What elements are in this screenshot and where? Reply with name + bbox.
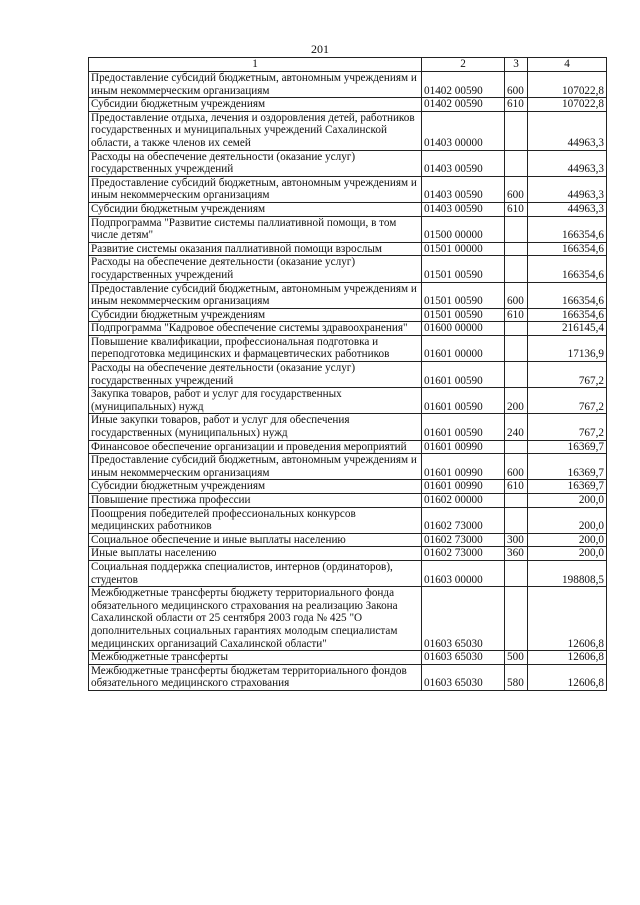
row-name: Поощрения победителей профессиональных конкурсов медицинских работников (89, 507, 422, 533)
row-amount: 17136,9 (528, 335, 607, 361)
row-name: Социальное обеспечение и иные выплаты населению (89, 533, 422, 547)
table-row (89, 111, 607, 150)
row-code: 01602 00000 (422, 494, 505, 508)
row-code: 01501 00590 (422, 282, 505, 308)
table-row (89, 362, 607, 388)
table-row (89, 150, 607, 176)
column-header-3: 3 (505, 58, 528, 72)
row-name: Расходы на обеспечение деятельности (оказание услуг) государственных учреждений (89, 150, 422, 176)
table-row (89, 202, 607, 216)
row-name: Субсидии бюджетным учреждениям (89, 202, 422, 216)
table-row (89, 335, 607, 361)
row-amount: 44963,3 (528, 202, 607, 216)
table-row (89, 507, 607, 533)
row-code: 01402 00590 (422, 72, 505, 98)
row-name: Финансовое обеспечение организации и проведения мероприятий (89, 440, 422, 454)
table-row (89, 216, 607, 242)
table-row (89, 388, 607, 414)
row-code: 01603 65030 (422, 664, 505, 690)
row-code: 01403 00590 (422, 202, 505, 216)
row-amount: 107022,8 (528, 98, 607, 112)
table-row (89, 560, 607, 586)
table-row (89, 547, 607, 561)
table-row (89, 98, 607, 112)
row-type: 610 (505, 202, 528, 216)
table-row (89, 664, 607, 690)
table-row (89, 256, 607, 282)
budget-table (88, 57, 607, 691)
row-type (505, 335, 528, 361)
table-header-row (89, 58, 607, 72)
row-amount: 200,0 (528, 507, 607, 533)
table-row (89, 440, 607, 454)
row-type: 600 (505, 282, 528, 308)
row-amount: 12606,8 (528, 651, 607, 665)
row-name: Субсидии бюджетным учреждениям (89, 98, 422, 112)
row-code: 01602 73000 (422, 533, 505, 547)
table-row (89, 176, 607, 202)
row-type (505, 242, 528, 256)
row-code: 01403 00590 (422, 150, 505, 176)
row-type: 610 (505, 98, 528, 112)
row-code: 01601 00000 (422, 335, 505, 361)
row-type: 500 (505, 651, 528, 665)
row-type (505, 587, 528, 651)
row-amount: 200,0 (528, 533, 607, 547)
row-name: Расходы на обеспечение деятельности (оказание услуг) государственных учреждений (89, 362, 422, 388)
row-type: 360 (505, 547, 528, 561)
row-name: Субсидии бюджетным учреждениям (89, 480, 422, 494)
row-type: 300 (505, 533, 528, 547)
table-row (89, 454, 607, 480)
row-type (505, 150, 528, 176)
row-amount: 44963,3 (528, 150, 607, 176)
row-type: 240 (505, 414, 528, 440)
row-amount: 166354,6 (528, 216, 607, 242)
row-amount: 216145,4 (528, 322, 607, 336)
row-amount: 16369,7 (528, 454, 607, 480)
row-code: 01601 00590 (422, 362, 505, 388)
row-amount: 12606,8 (528, 587, 607, 651)
row-code: 01600 00000 (422, 322, 505, 336)
row-code: 01603 65030 (422, 587, 505, 651)
table-row (89, 533, 607, 547)
row-type (505, 507, 528, 533)
row-type: 610 (505, 480, 528, 494)
row-code: 01501 00000 (422, 242, 505, 256)
row-code: 01601 00590 (422, 388, 505, 414)
row-amount: 200,0 (528, 494, 607, 508)
row-type (505, 111, 528, 150)
row-amount: 107022,8 (528, 72, 607, 98)
row-code: 01603 00000 (422, 560, 505, 586)
row-name: Расходы на обеспечение деятельности (оказание услуг) государственных учреждений (89, 256, 422, 282)
row-name: Подпрограмма "Развитие системы паллиативной помощи, в том числе детям" (89, 216, 422, 242)
table-row (89, 322, 607, 336)
row-code: 01501 00590 (422, 256, 505, 282)
column-header-4: 4 (528, 58, 607, 72)
table-row (89, 651, 607, 665)
row-name: Межбюджетные трансферты бюджетам территориального фондов обязательного медицинского страхования (89, 664, 422, 690)
row-name: Предоставление субсидий бюджетным, автономным учреждениям и иным некоммерческим организациям (89, 282, 422, 308)
row-type: 610 (505, 308, 528, 322)
table-row (89, 72, 607, 98)
row-amount: 767,2 (528, 362, 607, 388)
row-name: Субсидии бюджетным учреждениям (89, 308, 422, 322)
table-row (89, 480, 607, 494)
row-type (505, 216, 528, 242)
table-row (89, 242, 607, 256)
row-amount: 767,2 (528, 414, 607, 440)
table-row (89, 308, 607, 322)
row-name: Развитие системы оказания паллиативной помощи взрослым (89, 242, 422, 256)
row-name: Межбюджетные трансферты (89, 651, 422, 665)
row-name: Иные выплаты населению (89, 547, 422, 561)
row-amount: 166354,6 (528, 308, 607, 322)
row-amount: 12606,8 (528, 664, 607, 690)
row-code: 01403 00000 (422, 111, 505, 150)
table-row (89, 282, 607, 308)
row-type (505, 560, 528, 586)
row-code: 01501 00590 (422, 308, 505, 322)
page-number: 201 (311, 42, 329, 56)
row-name: Предоставление отдыха, лечения и оздоровления детей, работников государственных и муниципальных учреждений Сахалинской области, а также членов их семей (89, 111, 422, 150)
row-name: Межбюджетные трансферты бюджету территориального фонда обязательного медицинского страхования на реализацию Закона Сахалинской области от 25 сентября 2003 года № 425 "О дополнительных социальных гарантиях молодым специалистам медицинских организаций Сахалинской области" (89, 587, 422, 651)
row-name: Предоставление субсидий бюджетным, автономным учреждениям и иным некоммерческим организациям (89, 176, 422, 202)
row-name: Повышение квалификации, профессиональная подготовка и переподготовка медицинских и фармацевтических работников (89, 335, 422, 361)
row-amount: 198808,5 (528, 560, 607, 586)
table-row (89, 414, 607, 440)
row-type: 600 (505, 454, 528, 480)
row-code: 01603 65030 (422, 651, 505, 665)
row-amount: 16369,7 (528, 480, 607, 494)
row-code: 01403 00590 (422, 176, 505, 202)
table-row (89, 587, 607, 651)
column-header-1: 1 (89, 58, 422, 72)
row-type (505, 256, 528, 282)
row-type (505, 494, 528, 508)
row-type: 600 (505, 176, 528, 202)
row-type: 580 (505, 664, 528, 690)
row-code: 01500 00000 (422, 216, 505, 242)
row-amount: 200,0 (528, 547, 607, 561)
row-amount: 44963,3 (528, 111, 607, 150)
row-code: 01601 00990 (422, 480, 505, 494)
row-amount: 767,2 (528, 388, 607, 414)
row-amount: 166354,6 (528, 256, 607, 282)
row-code: 01402 00590 (422, 98, 505, 112)
row-name: Повышение престижа профессии (89, 494, 422, 508)
column-header-2: 2 (422, 58, 505, 72)
row-amount: 44963,3 (528, 176, 607, 202)
row-name: Социальная поддержка специалистов, интернов (ординаторов), студентов (89, 560, 422, 586)
row-type (505, 362, 528, 388)
row-amount: 16369,7 (528, 440, 607, 454)
row-name: Предоставление субсидий бюджетным, автономным учреждениям и иным некоммерческим организациям (89, 454, 422, 480)
row-name: Иные закупки товаров, работ и услуг для обеспечения государственных (муниципальных) нужд (89, 414, 422, 440)
row-type: 200 (505, 388, 528, 414)
row-code: 01602 73000 (422, 507, 505, 533)
row-type (505, 440, 528, 454)
row-code: 01601 00990 (422, 440, 505, 454)
row-amount: 166354,6 (528, 242, 607, 256)
row-code: 01601 00590 (422, 414, 505, 440)
row-name: Предоставление субсидий бюджетным, автономным учреждениям и иным некоммерческим организациям (89, 72, 422, 98)
row-name: Закупка товаров, работ и услуг для государственных (муниципальных) нужд (89, 388, 422, 414)
row-type (505, 322, 528, 336)
row-amount: 166354,6 (528, 282, 607, 308)
row-code: 01601 00990 (422, 454, 505, 480)
table-row (89, 494, 607, 508)
row-type: 600 (505, 72, 528, 98)
row-code: 01602 73000 (422, 547, 505, 561)
row-name: Подпрограмма "Кадровое обеспечение системы здравоохранения" (89, 322, 422, 336)
